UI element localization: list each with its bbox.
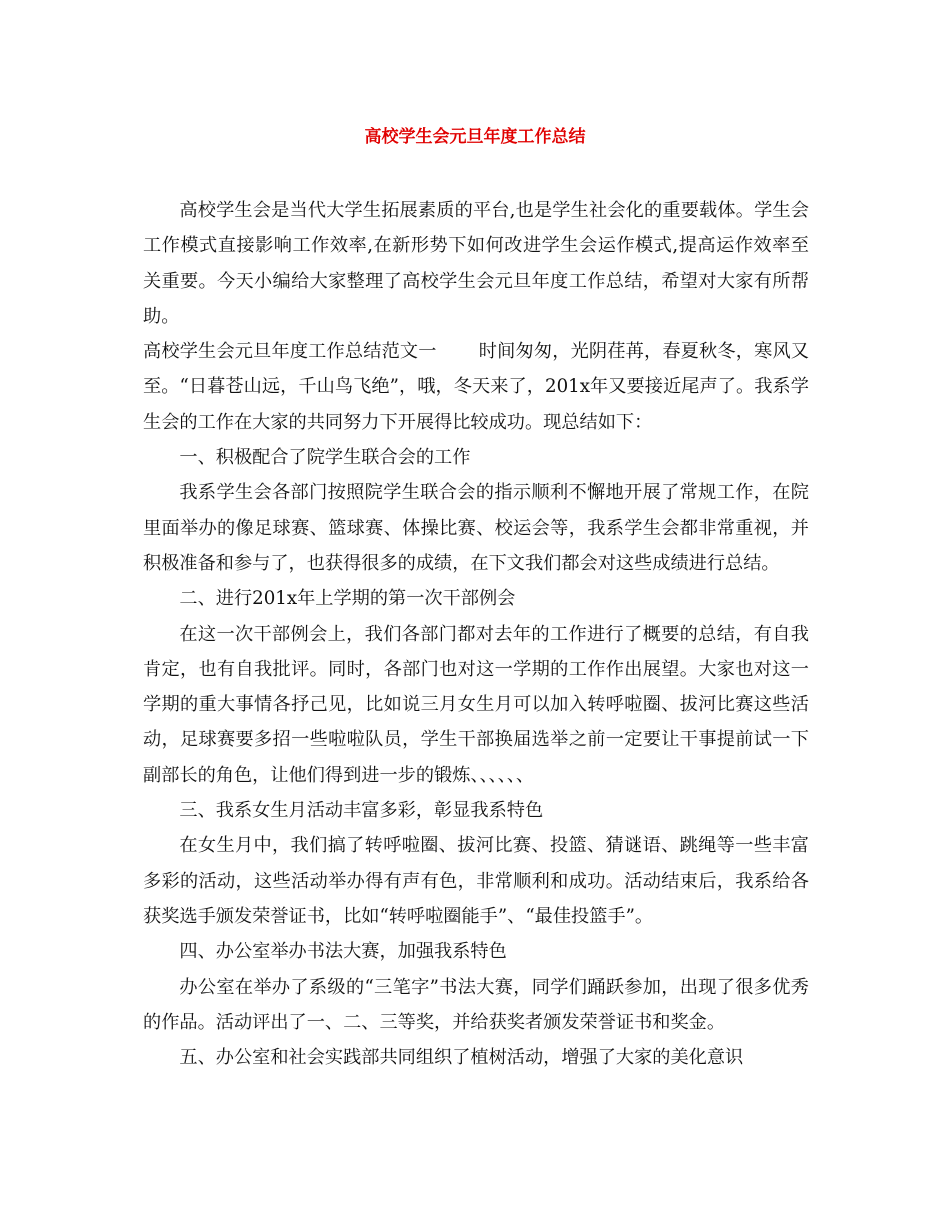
section-heading: 五、办公室和社会实践部共同组织了植树活动，增强了大家的美化意识 xyxy=(179,1047,744,1069)
section-heading: 四、办公室举办书法大赛，加强我系特色 xyxy=(179,941,507,963)
sample-paragraph xyxy=(143,334,809,440)
document-body xyxy=(143,193,809,1075)
document-title: 高校学生会元旦年度工作总结 xyxy=(364,127,586,147)
intro-paragraph: 高校学生会是当代大学生拓展素质的平台,也是学生社会化的重要载体。学生会工作模式直接影响工作效率,在新形势下如何改进学生会运作模式,提高运作效率至关重要。今天小编给大家整理了高校学生会元旦年度工作总结，希望对大家有所帮助。 xyxy=(143,200,809,327)
section-heading: 三、我系女生月活动丰富多彩，彰显我系特色 xyxy=(179,800,544,822)
section-heading: 二、进行201x年上学期的第一次干部例会 xyxy=(179,588,516,610)
section-text: 在这一次干部例会上，我们各部门都对去年的工作进行了概要的总结，有自我肯定，也有自我批评。同时，各部门也对这一学期的工作作出展望。大家也对这一学期的重大事情各抒己见，比如说三月女生月可以加入转呼啦圈、拔河比赛这些活动，足球赛要多招一些啦啦队员，学生干部换届选举之前一定要让干事提前试一下副部长的角色，让他们得到进一步的锻炼、、、、、、 xyxy=(143,623,809,786)
sample-label: 高校学生会元旦年度工作总结范文一 xyxy=(143,341,437,363)
section-heading: 一、积极配合了院学生联合会的工作 xyxy=(179,447,471,469)
section-text: 在女生月中，我们搞了转呼啦圈、拔河比赛、投篮、猜谜语、跳绳等一些丰富多彩的活动，这些活动举办得有声有色，非常顺利和成功。活动结束后，我系给各获奖选手颁发荣誉证书，比如“转呼啦圈能手”、“最佳投篮手”。 xyxy=(143,835,809,927)
section-text: 我系学生会各部门按照院学生联合会的指示顺利不懈地开展了常规工作，在院里面举办的像足球赛、篮球赛、体操比赛、校运会等，我系学生会都非常重视，并积极准备和参与了，也获得很多的成绩，在下文我们都会对这些成绩进行总结。 xyxy=(143,482,809,574)
section-text: 办公室在举办了系级的“三笔字”书法大赛，同学们踊跃参加，出现了很多优秀的作品。活动评出了一、二、三等奖，并给获奖者颁发荣誉证书和奖金。 xyxy=(143,976,809,1033)
sample-opening: 时间匆匆，光阴荏苒，春夏秋冬，寒风又至。“日暮苍山远，千山鸟飞绝”，哦，冬天来了，201x年又要接近尾声了。我系学生会的工作在大家的共同努力下开展得比较成功。现总结如下： xyxy=(143,341,809,433)
